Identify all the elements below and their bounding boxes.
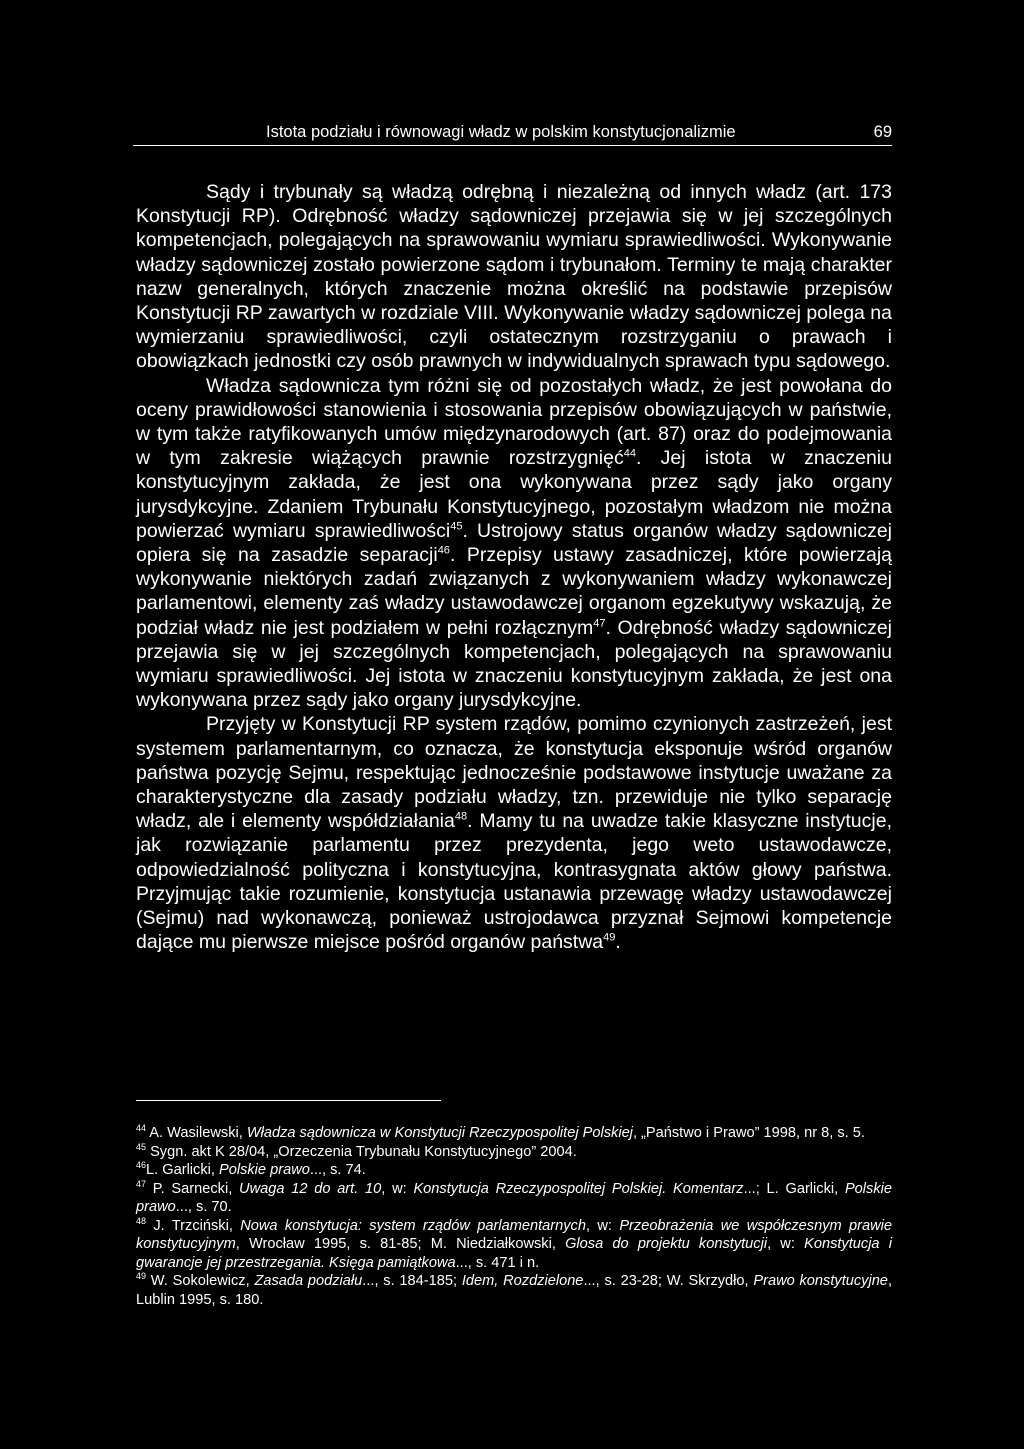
footnote-title: Polskie prawo [219, 1162, 310, 1178]
header-title: Istota podziału i równowagi władz w polskim konstytucjonalizmie [266, 123, 736, 141]
footnote-ref-45[interactable]: 45 [450, 520, 463, 533]
footnote-text: ..., s. 184-185; [362, 1273, 462, 1289]
footnote-number: 48 [136, 1215, 147, 1226]
footnote-title: Zasada podziału [254, 1273, 363, 1289]
footnote-text: L. Garlicki, [146, 1162, 219, 1178]
footnote-title: Idem, Rozdzielone [461, 1273, 584, 1289]
footnote-number: 44 [136, 1123, 147, 1134]
paragraph-2-text: . Ustrojowy status organów władzy sądowniczej opiera się na zasadzie separacji [136, 519, 892, 567]
paragraph-2-text: Władza sądownicza tym różni się od pozostałych władz, że jest powołana do oceny prawidłowości stanowienia i stosowania przepisów obowiązujących w państwie, w tym także ratyfikowanych umów międzynarodowych (art. 87) oraz do podejmowania w tym zakresie wiążących prawnie rozstrzygnięć [136, 374, 892, 470]
paragraph-2 [136, 374, 892, 713]
footnote-49 [136, 1272, 892, 1309]
footnote-title: Uwaga 12 do art. 10 [239, 1180, 382, 1197]
footnote-number: 46 [136, 1160, 147, 1171]
footnote-text: ..., s. 23-28; W. Skrzydło, [583, 1273, 754, 1289]
footnote-title: Przeobrażenia we współczesnym prawie konstytucyjnym [136, 1217, 892, 1252]
footnote-ref-49[interactable]: 49 [603, 931, 616, 944]
footnote-text: , w: [585, 1217, 620, 1234]
footnote-text: , Wrocław 1995, s. 81-85; M. Niedziałkowski, [235, 1236, 566, 1252]
footnote-ref-44[interactable]: 44 [623, 447, 636, 460]
footnotes [136, 1124, 892, 1309]
footnote-text: ...; L. Garlicki, [743, 1180, 845, 1197]
footnote-text: W. Sokolewicz, [146, 1273, 255, 1289]
footnote-48 [136, 1217, 892, 1273]
footnote-44 [136, 1124, 892, 1143]
footnote-title: Glosa do projektu konstytucji [565, 1236, 768, 1252]
paragraph-2-text: . Jej istota w znaczeniu konstytucyjnym zakłada, że jest ona wykonywana przez sądy jako organy jurysdykcyjne. Zdaniem Trybunału Konstytucyjnego, pozostałym władzom nie można powierzać wymiaru sprawiedliwości [136, 447, 892, 542]
footnote-text: , w: [381, 1180, 414, 1197]
footnote-text: A. Wasilewski, [146, 1125, 247, 1141]
footnote-separator [136, 1100, 441, 1101]
footnote-title: Prawo konstytucyjne [753, 1273, 888, 1289]
footnote-text: ..., s. 471 i n. [455, 1254, 540, 1271]
footnote-text: P. Sarnecki, [146, 1180, 240, 1197]
running-header [133, 121, 892, 146]
footnote-45 [136, 1143, 892, 1162]
footnote-title: Władza sądownicza w Konstytucji Rzeczypospolitej Polskiej [246, 1125, 633, 1141]
footnote-number: 45 [136, 1141, 147, 1152]
paragraph-3-text: . Mamy tu na uwadze takie klasyczne instytucje, jak rozwiązanie parlamentu przez prezydenta, jego weto ustawodawcze, odpowiedzialność polityczna i konstytucyjna, kontrasygnata aktów głowy państwa. Przyjmując takie rozumienie, konstytucja ustanawia przewagę władzy ustawodawczej (Sejmu) nad wykonawczą, ponieważ ustrojodawca przyznał Sejmowi kompetencje dające mu pierwsze miejsce pośród organów państwa [136, 810, 893, 954]
paragraph-3-text: . [615, 931, 621, 954]
paragraph-1-text: Sądy i trybunały są władzą odrębną i niezależną od innych władz (art. 173 Konstytucji RP). Odrębność władzy sądowniczej przejawia się w jej szczególnych kompetencjach, polegających na sprawowaniu wymiaru sprawiedliwości. Wykonywanie władzy sądowniczej zostało powierzone sądom i trybunałom. Terminy te mają charakter nazw generalnych, których znaczenie można określić na podstawie przepisów Konstytucji RP zawartych w rozdziale VIII. Wykonywanie władzy sądowniczej polega na wymierzaniu sprawiedliwości, czyli ostatecznym rozstrzyganiu o prawach i obowiązkach jednostki czy osób prawnych w indywidualnych sprawach typu sądowego. [136, 181, 892, 373]
footnote-ref-47[interactable]: 47 [593, 617, 606, 630]
footnote-text: J. Trzciński, [146, 1217, 241, 1234]
paragraph-2-text: . Odrębność władzy sądowniczej przejawia się w jej szczególnych kompetencjach, polegających na sprawowaniu wymiaru sprawiedliwości. Jej istota w znaczeniu konstytucyjnym zakłada, że jest ona wykonywana przez sądy jako organy jurysdykcyjne. [136, 616, 892, 712]
footnote-title: Nowa konstytucja: system rządów parlamentarnych [240, 1217, 586, 1234]
footnote-ref-48[interactable]: 48 [454, 810, 468, 823]
footnote-text: ..., s. 74. [309, 1162, 366, 1178]
paragraph-3 [136, 712, 892, 954]
paragraph-1 [136, 180, 892, 374]
footnote-title: Polskie prawo [136, 1180, 892, 1215]
footnote-number: 47 [136, 1178, 147, 1189]
footnote-text: , „Państwo i Prawo” 1998, nr 8, s. 5. [632, 1125, 865, 1141]
footnote-46 [136, 1161, 892, 1180]
footnote-47 [136, 1180, 892, 1217]
footnote-title: Konstytucja i gwarancje jej przestrzegania. Księga pamiątkowa [136, 1236, 892, 1271]
paragraph-3-text: Przyjęty w Konstytucji RP system rządów, pomimo czynionych zastrzeżeń, jest systemem parlamentarnym, co oznacza, że konstytucja eksponuje wśród organów państwa pozycję Sejmu, respektując jednocześnie podstawowe instytucje uważane za charakterystyczne dla zasady podziału władzy, tzn. przewiduje nie tylko separację władz, ale i elementy współdziałania [136, 713, 892, 833]
footnote-number: 49 [136, 1271, 147, 1282]
footnote-text: , Lublin 1995, s. 180. [136, 1273, 892, 1308]
footnote-text: Sygn. akt K 28/04, „Orzeczenia Trybunału Konstytucyjnego” 2004. [146, 1143, 577, 1160]
paragraph-2-text: . Przepisy ustawy zasadniczej, które powierzają wykonywanie niektórych zadań związanych z wykonywaniem władzy wykonawczej parlamentowi, elementy zaś władzy ustawodawczej organom egzekutywy wskazują, że podział władz nie jest podziałem w pełni rozłącznym [136, 544, 893, 639]
footnote-text: , w: [767, 1236, 805, 1252]
page-number: 69 [873, 123, 892, 141]
footnote-title: Konstytucja Rzeczypospolitej Polskiej. Komentarz [413, 1180, 744, 1197]
footnote-ref-46[interactable]: 46 [437, 544, 450, 557]
footnote-text: ..., s. 70. [175, 1199, 232, 1215]
main-text [136, 180, 892, 955]
